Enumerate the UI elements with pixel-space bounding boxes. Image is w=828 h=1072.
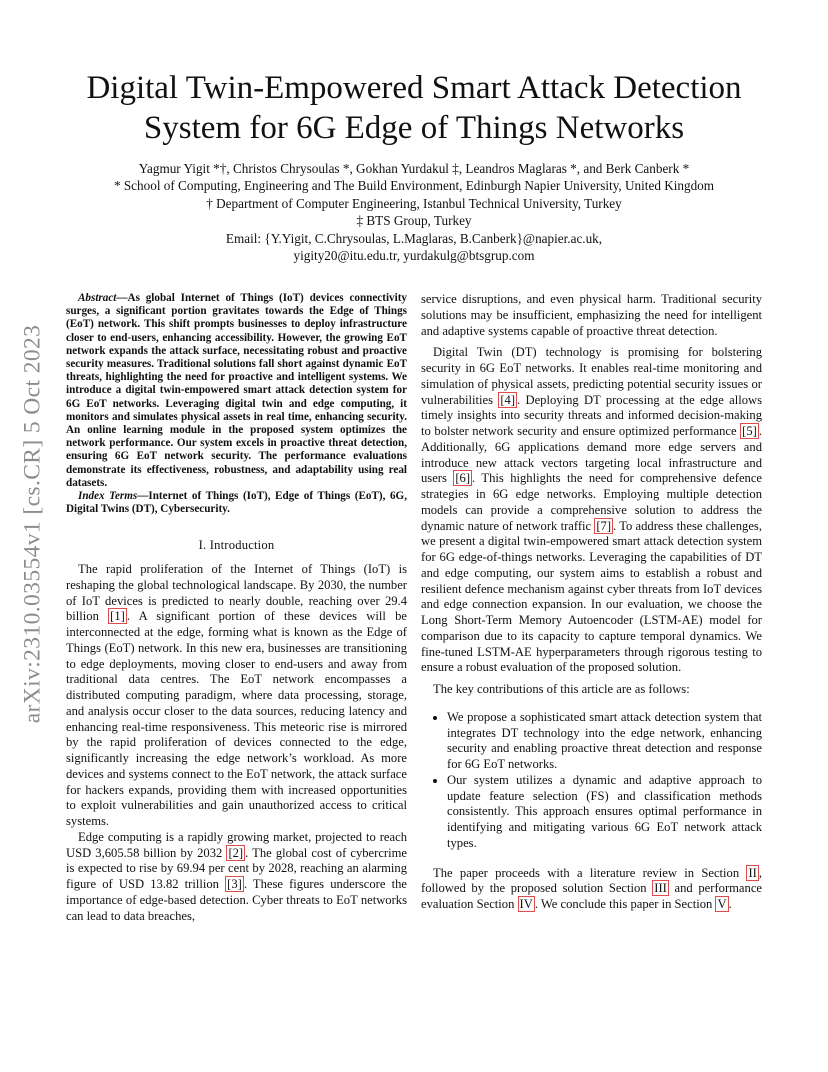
index-terms-label: Index Terms <box>78 490 138 503</box>
affiliation-2: † Department of Computer Engineering, Istanbul Technical University, Turkey <box>206 195 622 211</box>
right-column <box>421 292 762 913</box>
intro-paragraph-3: service disruptions, and even physical harm. Traditional security solutions may be insufficient, emphasizing the need for intelligent and adaptive systems capable of proactive threat detection. <box>421 292 762 338</box>
paper-title <box>60 68 768 148</box>
citation-link[interactable]: [2] <box>228 845 244 860</box>
text-run: Edge computing is a rapidly growing market, projected to reach USD 3,605.58 billion by 2032 <box>66 829 407 860</box>
citation-link[interactable]: [1] <box>110 609 125 624</box>
section-link[interactable]: V <box>717 897 727 911</box>
abstract-text: —As global Internet of Things (IoT) devices connectivity surges, a significant portion gravitates towards the Edge of Things (EoT) network. This shift prompts businesses to deploy infrastructure closer to end-users, enhancing accessibility. However, the growing EoT network expands the attack surface, necessitating robust and proactive security measures. Traditional solutions fall short against dynamic EoT threats, highlighting the need for proactive and intelligent systems. We introduce a digital twin-empowered smart attack detection system for 6G EoT networks. Leveraging digital twin and edge computing, it monitors and simulates physical assets in real time, enhancing security. An online learning module in the proposed system optimizes the network performance. Our system excels in proactive threat detection, ensuring 6G EoT network security. The performance evaluations demonstrate its effectiveness, robustness, and adaptability using real datasets. <box>66 292 407 489</box>
citation-link[interactable]: [6] <box>455 471 471 486</box>
email-line-1: Email: {Y.Yigit, C.Chrysoulas, L.Maglaras, B.Canberk}@napier.ac.uk, <box>225 230 603 246</box>
title-line-2: System for 6G Edge of Things Networks <box>143 110 685 146</box>
intro-paragraph-1 <box>66 562 407 830</box>
citation-link[interactable]: [4] <box>500 392 516 407</box>
text-run: Digital Twin (DT) technology is promising for bolstering security in 6G EoT networks. It enables real-time monitoring and simulation of physical assets, predicting potential security issues or vulnerabilities <box>421 345 762 407</box>
left-column <box>66 292 407 924</box>
citation-link[interactable]: [7] <box>596 518 612 533</box>
text-run: . We conclude this paper in Section <box>534 897 716 911</box>
section-link[interactable]: II <box>748 865 757 880</box>
email-line-2: yigity20@itu.edu.tr, yurdakulg@btsgrup.com <box>293 248 535 264</box>
intro-paragraph-5: The key contributions of this article are as follows: <box>433 682 690 696</box>
list-item: • We propose a sophisticated smart attack detection system that integrates DT technology into the edge network, enhancing security and enabling proactive threat detection and response for 6G EoT networks. <box>447 710 762 773</box>
text-run: . Additionally, 6G applications demand more edge servers and introduce new attack vectors targeting local infrastructure and users <box>421 424 762 486</box>
section-heading-introduction: I. Introduction <box>198 538 275 553</box>
abstract <box>66 292 407 490</box>
text-run: . The global cost of cybercrime is expected to rise by 69.94 per cent by 2028, reaching an alarming figure of USD 13.82 trillion <box>66 845 407 892</box>
text-run: . These figures underscore the importance of edge-based detection. Cyber threats to EoT networks can lead to data breaches, <box>66 877 407 923</box>
intro-paragraph-4 <box>421 345 762 676</box>
text-run: . To address these challenges, we present a digital twin-empowered smart attack detection system for 6G edge-of-things networks. Leveraging the capabilities of DT and edge computing, our system aims to establish a robust and resilient defence mechanism against cyber threats from IoT devices and edge connection expansion. In our evaluation, we choose the Long Short-Term Memory Autoencoder (LSTM-AE) model for comparison due to its capacity to capture temporal dynamics. We fine-tuned LSTM-AE hyperparameters through rigorous testing to ensure a robust evaluation of the proposed solution. <box>421 518 762 675</box>
citation-link[interactable]: [5] <box>742 424 757 438</box>
index-terms-text: —Internet of Things (IoT), Edge of Things (EoT), 6G, Digital Twins (DT), Cybersecurity. <box>66 490 407 516</box>
text-run: , followed by the proposed solution Section <box>421 865 762 896</box>
text-run: . This highlights the need for comprehensive defence strategies in 6G edge networks. Employing multiple detection models can provide a comprehensive solution to address the dynamic nature of network traffic <box>421 471 763 533</box>
list-item: • Our system utilizes a dynamic and adaptive approach to update feature selection (FS) and classification methods consistently. This approach ensures optimal performance in identifying and mitigating various 6G EoT network attack types. <box>447 773 762 852</box>
text-run: . A significant portion of these devices will be interconnected at the edge, forming what is known as the Edge of Things (EoT) network. In this new era, businesses are transitioning to edge deployments, moving closer to end-users and away from traditional data centres. The EoT network encompasses a distributed computing paradigm, where data processing, storage, and analysis occur closer to the data sources, reducing latency and enhancing real-time responsiveness. This meteoric rise is mirrored by the rapid proliferation of devices connected to the edge, significantly increasing the edge network’s workload. As more devices and systems connect to the EoT network, the attack surface for hackers expands, providing them with increased opportunities to exploit vulnerabilities and gain unauthorized access to critical systems. <box>66 609 407 829</box>
contribution-list <box>421 710 762 852</box>
abstract-label: Abstract <box>78 292 117 304</box>
text-run: The rapid proliferation of the Internet of Things (IoT) is reshaping the global technological landscape. By 2030, the number of IoT devices is predicted to nearly double, reaching over 29.4 billion <box>66 562 407 624</box>
citation-link[interactable]: [3] <box>227 877 242 892</box>
arxiv-identifier: arXiv:2310.03554v1 [cs.CR] 5 Oct 2023 <box>19 324 46 724</box>
affiliation-1: * School of Computing, Engineering and The Build Environment, Edinburgh Napier University, United Kingdom <box>113 178 715 194</box>
section-link[interactable]: III <box>654 881 667 896</box>
author-names: Yagmur Yigit *†, Christos Chrysoulas *, Gokhan Yurdakul ‡, Leandros Maglaras *, and Berk Canberk * <box>138 161 690 176</box>
text-run: and performance evaluation Section <box>421 881 762 911</box>
arxiv-sidebar <box>18 296 48 752</box>
author-block <box>60 160 768 264</box>
affiliation-3: ‡ BTS Group, Turkey <box>356 213 472 229</box>
title-line-1: Digital Twin-Empowered Smart Attack Detection <box>86 70 742 106</box>
index-terms <box>66 490 407 516</box>
text-run: . <box>728 897 732 911</box>
intro-paragraph-6 <box>421 866 762 913</box>
intro-paragraph-2 <box>66 830 407 925</box>
text-run: . Deploying DT processing at the edge allows timely insights into security threats and informed decision-making to bolster network security and ensure optimized performance <box>421 392 763 438</box>
text-run: The paper proceeds with a literature review in Section <box>433 865 747 880</box>
section-link[interactable]: IV <box>519 897 533 911</box>
